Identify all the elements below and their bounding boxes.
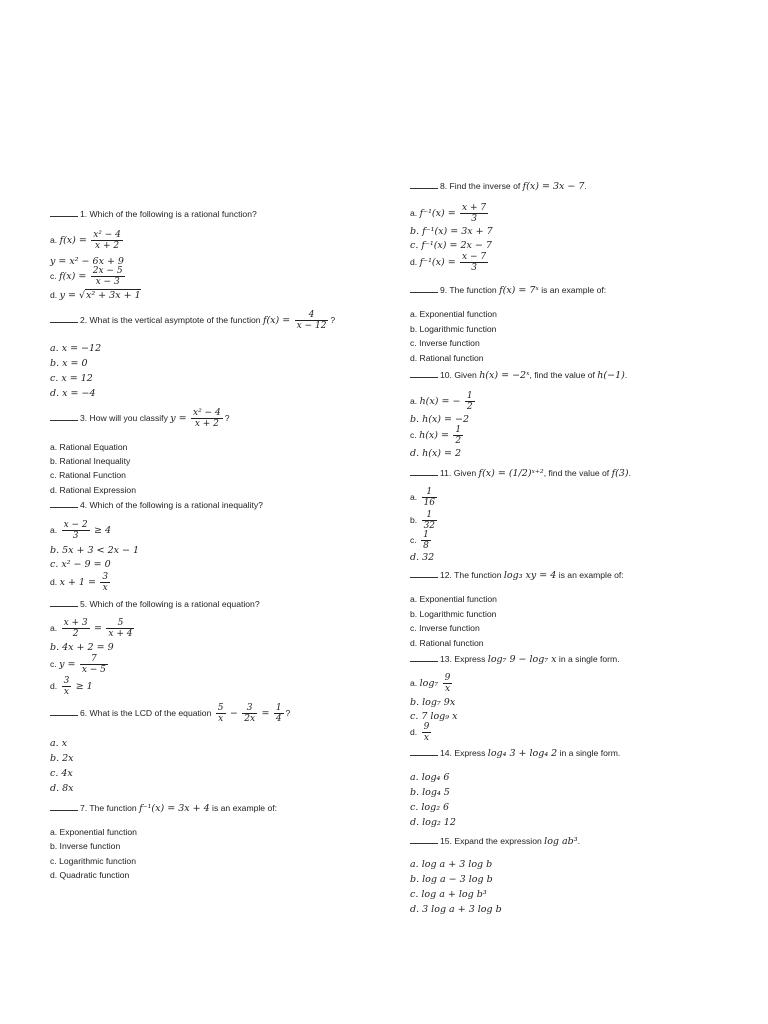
q10-option-b: b. h(x) = −2 (410, 414, 470, 425)
q14-option-b: b. log₄ 5 (410, 787, 450, 798)
answer-blank[interactable] (410, 467, 438, 476)
answer-blank[interactable] (50, 412, 78, 421)
sqrt-sign: √ (78, 290, 85, 301)
fraction: $\frac{1}{32}$ (423, 510, 436, 531)
q7-option-d: d. Quadratic function (50, 870, 130, 880)
q3-option-a: a. Rational Equation (50, 442, 128, 452)
q8-option-d: d. f⁻¹(x) = $\frac{x - 7}{3}$ (410, 252, 487, 273)
q2-option-a: a. x = −12 (50, 343, 102, 354)
q9-option-d: d. Rational function (410, 353, 484, 363)
q12-option-d: d. Rational function (410, 638, 484, 648)
q12-option-a: a. Exponential function (410, 594, 497, 604)
q6-option-a: a. x (50, 738, 68, 749)
fraction: $\frac{1}{8}$ (423, 530, 429, 551)
fraction: $\frac{3}{x}$ (102, 572, 109, 593)
question-3: 3. How will you classify y = $\frac{\text{x² − 4}}{x + 2}$ ? (50, 408, 229, 429)
fraction: $\frac{1}{2}$ (466, 391, 473, 412)
fraction: $\frac{x - 7}{3}$ (462, 252, 487, 273)
q11-option-a: a. $\frac{1}{16}$ (410, 487, 436, 508)
q14-option-d: d. log₂ 12 (410, 817, 456, 828)
q7-option-b: b. Inverse function (50, 841, 121, 851)
q9-option-c: c. Inverse function (410, 338, 480, 348)
q3-option-c: c. Rational Function (50, 470, 126, 480)
answer-blank[interactable] (410, 569, 438, 578)
q6-option-c: c. 4x (50, 768, 73, 779)
q1-option-a: a. f(x) = $\frac{\text{x² − 4}}{x + 2}$ (50, 230, 121, 251)
question-14: 14. Express log₄ 3 + log₄ 2 in a single form. (410, 747, 620, 759)
q4-option-c: c. x² − 9 = 0 (50, 559, 111, 570)
answer-blank[interactable] (50, 499, 78, 508)
q10-option-a: a. h(x) = − $\frac{1}{2}$ (410, 391, 473, 412)
q13-option-a: a. log₇ $\frac{9}{x}$ (410, 673, 451, 694)
question-7: 7. The function f⁻¹(x) = 3x + 4 is an example of: (50, 802, 277, 814)
q14-option-c: c. log₂ 6 (410, 802, 450, 813)
answer-blank[interactable] (50, 208, 78, 217)
answer-blank[interactable] (410, 284, 438, 293)
q12-option-c: c. Inverse function (410, 623, 480, 633)
q6-option-d: d. 8x (50, 783, 74, 794)
fraction: $\frac{1}{16}$ (423, 487, 436, 508)
fraction: $\frac{\text{x² − 4}}{x + 2}$ (193, 408, 221, 429)
answer-blank[interactable] (410, 369, 438, 378)
fraction: $\frac{1}{2}$ (455, 425, 462, 446)
q9-option-a: a. Exponential function (410, 309, 497, 319)
question-8: 8. Find the inverse of f(x) = 3x − 7. (410, 180, 587, 192)
q2-option-b: b. x = 0 (50, 358, 88, 369)
fraction: $\frac{\text{x² − 4}}{x + 2}$ (93, 230, 121, 251)
answer-blank[interactable] (410, 747, 438, 756)
q5-option-a: a. $\frac{x + 3}{2}$ = $\frac{5}{x + 4}$ (50, 618, 133, 639)
q2-option-d: d. x = −4 (50, 388, 96, 399)
fraction: $\frac{3}{x}$ (63, 676, 70, 697)
answer-blank[interactable] (410, 180, 438, 189)
q8-option-a: a. f⁻¹(x) = $\frac{x + 7}{3}$ (410, 203, 487, 224)
q15-option-d: d. 3 log a + 3 log b (410, 904, 502, 915)
q2-option-c: c. x = 12 (50, 373, 93, 384)
question-12: 12. The function log₃ xy = 4 is an example of: (410, 569, 624, 581)
question-10: 10. Given h(x) = −2ˣ, find the value of h(−1). (410, 369, 627, 381)
question-4: 4. Which of the following is a rational inequality? (50, 499, 263, 511)
question-6: 6. What is the LCD of the equation $\frac{5}{x}$ − $\frac{3}{2x}$ = $\frac{1}{4}$ ? (50, 703, 290, 724)
fraction: $\frac{9}{x}$ (444, 673, 451, 694)
fraction: $\frac{4}{x - 12}$ (296, 310, 327, 331)
q8-option-c: c. f⁻¹(x) = 2x − 7 (410, 240, 492, 251)
fraction: $\frac{x + 3}{2}$ (63, 618, 88, 639)
q14-option-a: a. log₄ 6 (410, 772, 450, 783)
fraction: $\frac{5}{x}$ (217, 703, 224, 724)
q5-option-c: c. y = $\frac{7}{x - 5}$ (50, 654, 106, 675)
q15-option-c: c. log a + log b³ (410, 889, 487, 900)
q11-option-d: d. 32 (410, 552, 435, 563)
q3-option-b: b. Rational Inequality (50, 456, 131, 466)
q13-option-d: d. $\frac{9}{x}$ (410, 722, 430, 743)
fraction: $\frac{5}{x + 4}$ (108, 618, 133, 639)
question-9: 9. The function f(x) = 7ˣ is an example of: (410, 284, 606, 296)
q3-option-d: d. Rational Expression (50, 485, 136, 495)
q11-option-b: b. $\frac{1}{32}$ (410, 510, 436, 531)
fraction: $\frac{9}{x}$ (423, 722, 430, 743)
q5-option-b: b. 4x + 2 = 9 (50, 642, 114, 653)
q4-option-d: d. x + 1 = $\frac{3}{x}$ (50, 572, 109, 593)
q12-option-b: b. Logarithmic function (410, 609, 497, 619)
fraction: $\frac{3}{2x}$ (244, 703, 256, 724)
fraction: $\frac{x + 7}{3}$ (462, 203, 487, 224)
q13-option-c: c. 7 log₉ x (410, 711, 458, 722)
q6-option-b: b. 2x (50, 753, 74, 764)
q1-option-d: d. y = √x² + 3x + 1 (50, 290, 141, 301)
question-15: 15. Expand the expression log ab³. (410, 835, 580, 847)
q13-option-b: b. log₇ 9x (410, 697, 456, 708)
fraction: $\frac{1}{4}$ (275, 703, 282, 724)
answer-blank[interactable] (50, 802, 78, 811)
q10-option-d: d. h(x) = 2 (410, 448, 462, 459)
answer-blank[interactable] (50, 314, 78, 323)
answer-blank[interactable] (410, 835, 438, 844)
answer-blank[interactable] (410, 653, 438, 662)
q8-option-b: b. f⁻¹(x) = 3x + 7 (410, 226, 493, 237)
q15-option-b: b. log a − 3 log b (410, 874, 493, 885)
q5-option-d: d. $\frac{3}{x}$ ≥ 1 (50, 676, 93, 697)
question-13: 13. Express log₇ 9 − log₇ x in a single form. (410, 653, 620, 665)
fraction: $\frac{2x - 5}{x - 3}$ (92, 266, 123, 287)
answer-blank[interactable] (50, 707, 78, 716)
question-5: 5. Which of the following is a rational equation? (50, 598, 260, 610)
q11-option-c: c. $\frac{1}{8}$ (410, 530, 429, 551)
fraction: $\frac{x - 2}{3}$ (63, 520, 88, 541)
q1-option-b: y = x² − 6x + 9 (50, 256, 124, 267)
fraction: $\frac{7}{x - 5}$ (81, 654, 106, 675)
q4-option-b: b. 5x + 3 < 2x − 1 (50, 545, 140, 556)
q1-option-c: c. f(x) = $\frac{2x - 5}{x - 3}$ (50, 266, 123, 287)
q7-option-a: a. Exponential function (50, 827, 137, 837)
question-11: 11. Given f(x) = (1/2)ˣ⁺², find the value of f(3). (410, 467, 631, 479)
question-2: 2. What is the vertical asymptote of the function f(x) = $\frac{4}{x - 12}$ ? (50, 310, 335, 331)
q4-option-a: a. $\frac{x - 2}{3}$ ≥ 4 (50, 520, 112, 541)
question-1: 1. Which of the following is a rational function? (50, 208, 257, 220)
q7-option-c: c. Logarithmic function (50, 856, 136, 866)
q15-option-a: a. log a + 3 log b (410, 859, 493, 870)
q10-option-c: c. h(x) = $\frac{1}{2}$ (410, 425, 462, 446)
answer-blank[interactable] (50, 598, 78, 607)
q9-option-b: b. Logarithmic function (410, 324, 497, 334)
